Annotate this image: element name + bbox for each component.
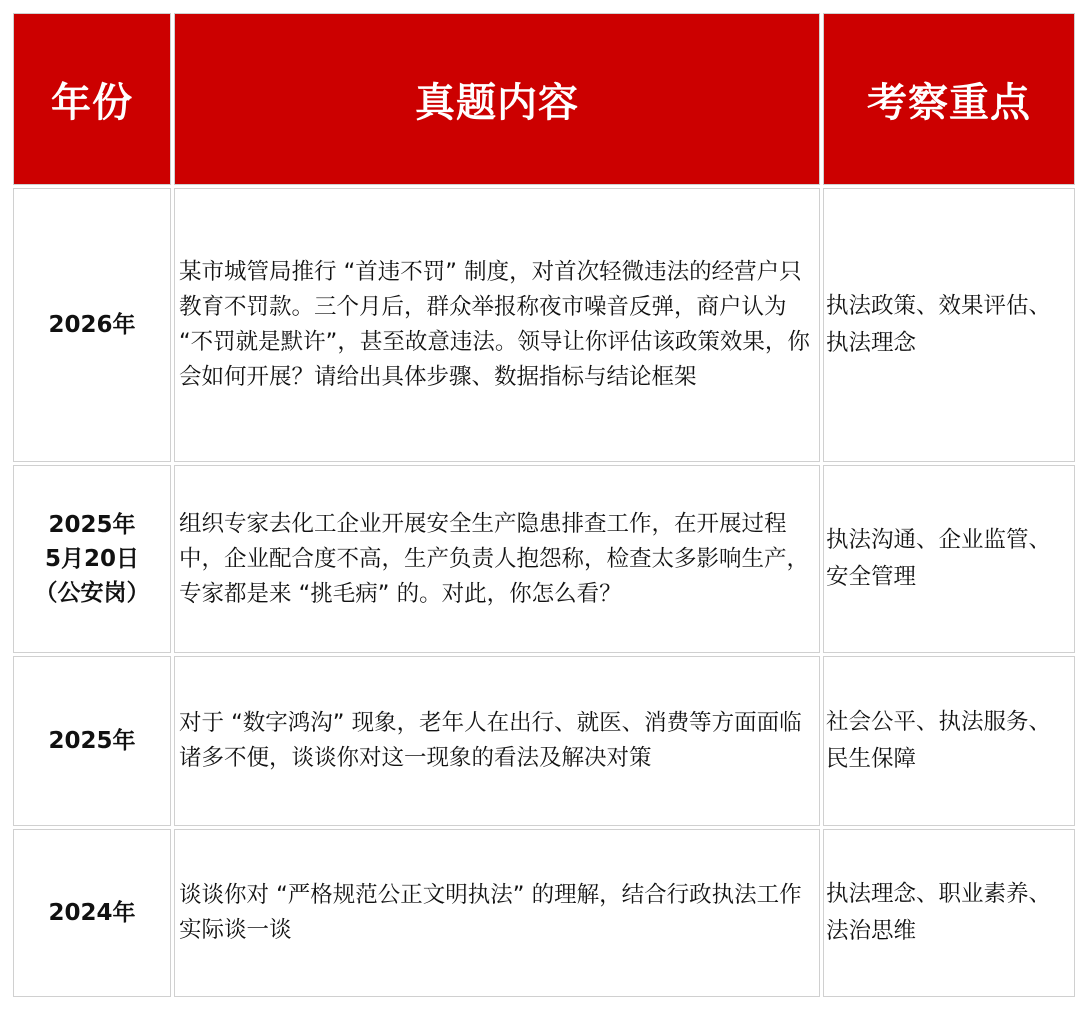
year-text: 2025年 — [48, 512, 136, 538]
question-content: 某市城管局推行 “首违不罚” 制度，对首次轻微违法的经营户只教育不罚款。三个月后，群众举报称夜市噪音反弹，商户认为 “不罚就是默许”，甚至故意违法。领导让你评估该政策效果，你会如何开展？请给出具体步骤、数据指标与结论框架 — [174, 188, 820, 462]
header-focus: 考察重点 — [823, 13, 1075, 185]
focus-points: 社会公平、执法服务、民生保障 — [823, 656, 1075, 826]
year-cell — [13, 465, 171, 653]
focus-points: 执法理念、职业素养、法治思维 — [823, 829, 1075, 997]
year-text: 2024年 — [48, 900, 136, 926]
table-row — [13, 188, 1075, 462]
focus-points: 执法政策、效果评估、执法理念 — [823, 188, 1075, 462]
table-row — [13, 829, 1075, 997]
table-row — [13, 465, 1075, 653]
question-content: 谈谈你对 “严格规范公正文明执法” 的理解，结合行政执法工作实际谈一谈 — [174, 829, 820, 997]
date-text: 5月20日 — [44, 546, 139, 572]
header-content: 真题内容 — [174, 13, 820, 185]
table-row — [13, 656, 1075, 826]
exam-questions-table — [10, 10, 1078, 1000]
header-row — [13, 13, 1075, 185]
header-year: 年份 — [13, 13, 171, 185]
year-cell — [13, 829, 171, 997]
year-cell — [13, 188, 171, 462]
year-text: 2026年 — [48, 312, 136, 338]
year-cell — [13, 656, 171, 826]
position-text: （公安岗） — [34, 580, 150, 606]
question-content: 组织专家去化工企业开展安全生产隐患排查工作，在开展过程中，企业配合度不高，生产负责人抱怨称，检查太多影响生产，专家都是来 “挑毛病” 的。对此，你怎么看？ — [174, 465, 820, 653]
year-text: 2025年 — [48, 728, 136, 754]
question-content: 对于 “数字鸿沟” 现象，老年人在出行、就医、消费等方面面临诸多不便，谈谈你对这一现象的看法及解决对策 — [174, 656, 820, 826]
focus-points: 执法沟通、企业监管、安全管理 — [823, 465, 1075, 653]
